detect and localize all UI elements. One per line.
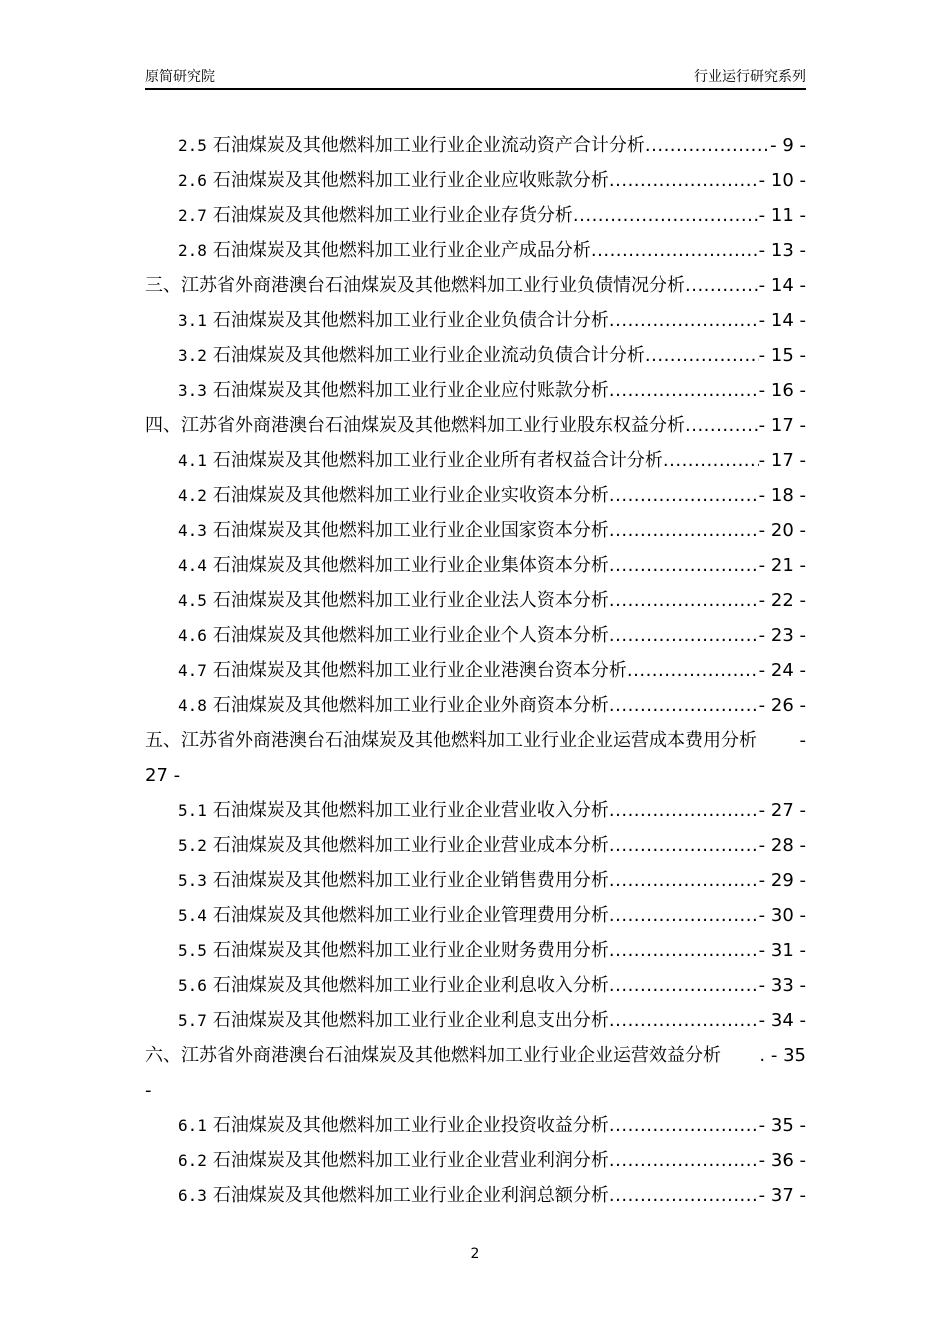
entry-number: 4.5 (178, 591, 207, 610)
entry-number: 6.2 (178, 1151, 207, 1170)
entry-number: 5.3 (178, 871, 207, 890)
dot-leader (609, 688, 759, 723)
entry-page: - 37 - (758, 1185, 806, 1206)
toc-entry[interactable] (145, 968, 806, 1003)
entry-number: 4.3 (178, 521, 207, 540)
entry-page: - 24 - (758, 660, 806, 681)
entry-page: - 27 - (758, 800, 806, 821)
toc-entry[interactable] (145, 443, 806, 478)
entry-page: - 14 - (758, 275, 806, 296)
entry-page: - 21 - (758, 555, 806, 576)
entry-number: 5.6 (178, 976, 207, 995)
page-number: 2 (470, 1246, 480, 1262)
entry-page: - 11 - (758, 205, 806, 226)
toc-entry[interactable] (145, 163, 806, 198)
entry-number: 4.1 (178, 451, 207, 470)
entry-title: 石油煤炭及其他燃料加工业行业企业产成品分析 (212, 240, 591, 261)
entry-number: 6.1 (178, 1116, 207, 1135)
entry-page: - 14 - (758, 310, 806, 331)
toc-entry[interactable] (145, 1178, 806, 1213)
entry-title: 石油煤炭及其他燃料加工业行业企业利息支出分析 (212, 1010, 609, 1031)
entry-page: - 10 - (758, 170, 806, 191)
entry-number: 5.5 (178, 941, 207, 960)
entry-page: - 17 - (758, 415, 806, 436)
entry-title: 石油煤炭及其他燃料加工业行业企业个人资本分析 (212, 625, 609, 646)
dot-leader (685, 408, 759, 443)
entry-page: - 33 - (758, 975, 806, 996)
dot-leader (609, 898, 759, 933)
entry-number: 5.2 (178, 836, 207, 855)
dot-leader (609, 583, 759, 618)
entry-title: 石油煤炭及其他燃料加工业行业企业所有者权益合计分析 (212, 450, 663, 471)
entry-title: 石油煤炭及其他燃料加工业行业企业销售费用分析 (212, 870, 609, 891)
dot-leader (609, 793, 759, 828)
entry-number: 6.3 (178, 1186, 207, 1205)
toc-entry[interactable] (145, 618, 806, 653)
entry-title: 石油煤炭及其他燃料加工业行业企业流动资产合计分析 (212, 135, 645, 156)
entry-page: - 34 - (758, 1010, 806, 1031)
dot-leader (609, 863, 759, 898)
entry-title: 四、江苏省外商港澳台石油煤炭及其他燃料加工业行业股东权益分析 (145, 415, 685, 436)
dot-leader (685, 268, 759, 303)
entry-number: 2.7 (178, 206, 207, 225)
entry-number: 2.8 (178, 241, 207, 260)
entry-title: 石油煤炭及其他燃料加工业行业企业营业成本分析 (212, 835, 609, 856)
toc-entry[interactable] (145, 408, 806, 443)
page-header (145, 66, 806, 88)
toc-entry[interactable] (145, 688, 806, 723)
dot-leader (609, 163, 759, 198)
dot-leader (591, 233, 759, 268)
entry-title: 石油煤炭及其他燃料加工业行业企业应收账款分析 (212, 170, 609, 191)
entry-page: - 13 - (758, 240, 806, 261)
dot-leader (609, 1143, 759, 1178)
dot-leader (609, 968, 759, 1003)
entry-page: - 29 - (758, 870, 806, 891)
entry-title: 石油煤炭及其他燃料加工业行业企业存货分析 (212, 205, 573, 226)
toc-entry[interactable] (145, 1003, 806, 1038)
entry-title: 石油煤炭及其他燃料加工业行业企业营业利润分析 (212, 1150, 609, 1171)
entry-page: - 28 - (758, 835, 806, 856)
entry-title: 三、江苏省外商港澳台石油煤炭及其他燃料加工业行业负债情况分析 (145, 275, 685, 296)
toc-entry[interactable] (145, 128, 806, 163)
entry-page: - 16 - (758, 380, 806, 401)
header-rule (145, 88, 806, 90)
entry-number: 2.5 (178, 136, 207, 155)
dot-leader (609, 373, 759, 408)
entry-title: 石油煤炭及其他燃料加工业行业企业投资收益分析 (212, 1115, 609, 1136)
entry-number: 5.4 (178, 906, 207, 925)
toc-entry[interactable] (145, 548, 806, 583)
entry-title: 石油煤炭及其他燃料加工业行业企业营业收入分析 (212, 800, 609, 821)
toc-entry[interactable] (145, 338, 806, 373)
entry-number: 4.6 (178, 626, 207, 645)
entry-number: 4.7 (178, 661, 207, 680)
entry-number: 3.2 (178, 346, 207, 365)
entry-number: 4.4 (178, 556, 207, 575)
dot-leader (645, 338, 759, 373)
header-right: 行业运行研究系列 (694, 69, 806, 85)
dot-leader (609, 513, 759, 548)
dot-leader (609, 548, 759, 583)
entry-number: 2.6 (178, 171, 207, 190)
entry-title: 石油煤炭及其他燃料加工业行业企业国家资本分析 (212, 520, 609, 541)
dot-leader (573, 198, 759, 233)
header-left: 原简研究院 (145, 69, 215, 85)
entry-title: 石油煤炭及其他燃料加工业行业企业应付账款分析 (212, 380, 609, 401)
toc-entry[interactable] (145, 1143, 806, 1178)
toc-entry-section-6-tail: - (145, 1080, 152, 1101)
entry-page: - 22 - (758, 590, 806, 611)
entry-number: 4.8 (178, 696, 207, 715)
dot-leader (609, 1003, 759, 1038)
entry-title: 石油煤炭及其他燃料加工业行业企业利润总额分析 (212, 1185, 609, 1206)
entry-page: - 23 - (758, 625, 806, 646)
toc-entry[interactable] (145, 828, 806, 863)
toc-entry[interactable] (145, 303, 806, 338)
dot-leader (609, 828, 759, 863)
entry-title: 石油煤炭及其他燃料加工业行业企业管理费用分析 (212, 905, 609, 926)
table-of-contents (145, 128, 806, 1213)
dot-leader (645, 128, 770, 163)
entry-number: 5.7 (178, 1011, 207, 1030)
dot-leader (609, 303, 759, 338)
entry-title: 石油煤炭及其他燃料加工业行业企业流动负债合计分析 (212, 345, 645, 366)
entry-title: 石油煤炭及其他燃料加工业行业企业财务费用分析 (212, 940, 609, 961)
entry-number: 3.1 (178, 311, 207, 330)
entry-page: - 36 - (758, 1150, 806, 1171)
toc-entry-section-5[interactable]: 五、江苏省外商港澳台石油煤炭及其他燃料加工业行业企业运营成本费用分析 - (145, 730, 806, 751)
dot-leader (663, 443, 759, 478)
entry-title: 石油煤炭及其他燃料加工业行业企业集体资本分析 (212, 555, 609, 576)
entry-page: - 31 - (758, 940, 806, 961)
dot-leader (609, 618, 759, 653)
toc-entry[interactable] (145, 233, 806, 268)
entry-page: - 15 - (758, 345, 806, 366)
entry-page: - 17 - (758, 450, 806, 471)
entry-page: - 35 - (758, 1115, 806, 1136)
toc-entry[interactable] (145, 863, 806, 898)
toc-entry[interactable] (145, 583, 806, 618)
entry-title: 石油煤炭及其他燃料加工业行业企业实收资本分析 (212, 485, 609, 506)
entry-number: 4.2 (178, 486, 207, 505)
entry-number: 5.1 (178, 801, 207, 820)
entry-title: 石油煤炭及其他燃料加工业行业企业外商资本分析 (212, 695, 609, 716)
toc-entry-section-6[interactable]: 六、江苏省外商港澳台石油煤炭及其他燃料加工业行业企业运营效益分析 . - 35 (145, 1045, 806, 1066)
dot-leader (609, 1178, 759, 1213)
dot-leader (609, 478, 759, 513)
entry-page: - 20 - (758, 520, 806, 541)
entry-title: 石油煤炭及其他燃料加工业行业企业利息收入分析 (212, 975, 609, 996)
entry-page: - 9 - (770, 135, 806, 156)
entry-page: - 30 - (758, 905, 806, 926)
toc-entry-section-5-page[interactable]: 27 - (145, 765, 181, 786)
entry-page: - 26 - (758, 695, 806, 716)
toc-entry[interactable] (145, 653, 806, 688)
toc-entry[interactable] (145, 478, 806, 513)
entry-title: 石油煤炭及其他燃料加工业行业企业港澳台资本分析 (212, 660, 627, 681)
toc-entry[interactable] (145, 513, 806, 548)
toc-entry[interactable] (145, 793, 806, 828)
dot-leader (609, 933, 759, 968)
dot-leader (609, 1108, 759, 1143)
toc-entry[interactable] (145, 1108, 806, 1143)
toc-entry[interactable] (145, 898, 806, 933)
toc-entry[interactable] (145, 373, 806, 408)
entry-page: - 18 - (758, 485, 806, 506)
dot-leader (627, 653, 759, 688)
entry-title: 石油煤炭及其他燃料加工业行业企业法人资本分析 (212, 590, 609, 611)
entry-title: 石油煤炭及其他燃料加工业行业企业负债合计分析 (212, 310, 609, 331)
entry-number: 3.3 (178, 381, 207, 400)
toc-entry[interactable] (145, 198, 806, 233)
toc-entry[interactable] (145, 268, 806, 303)
toc-entry[interactable] (145, 933, 806, 968)
